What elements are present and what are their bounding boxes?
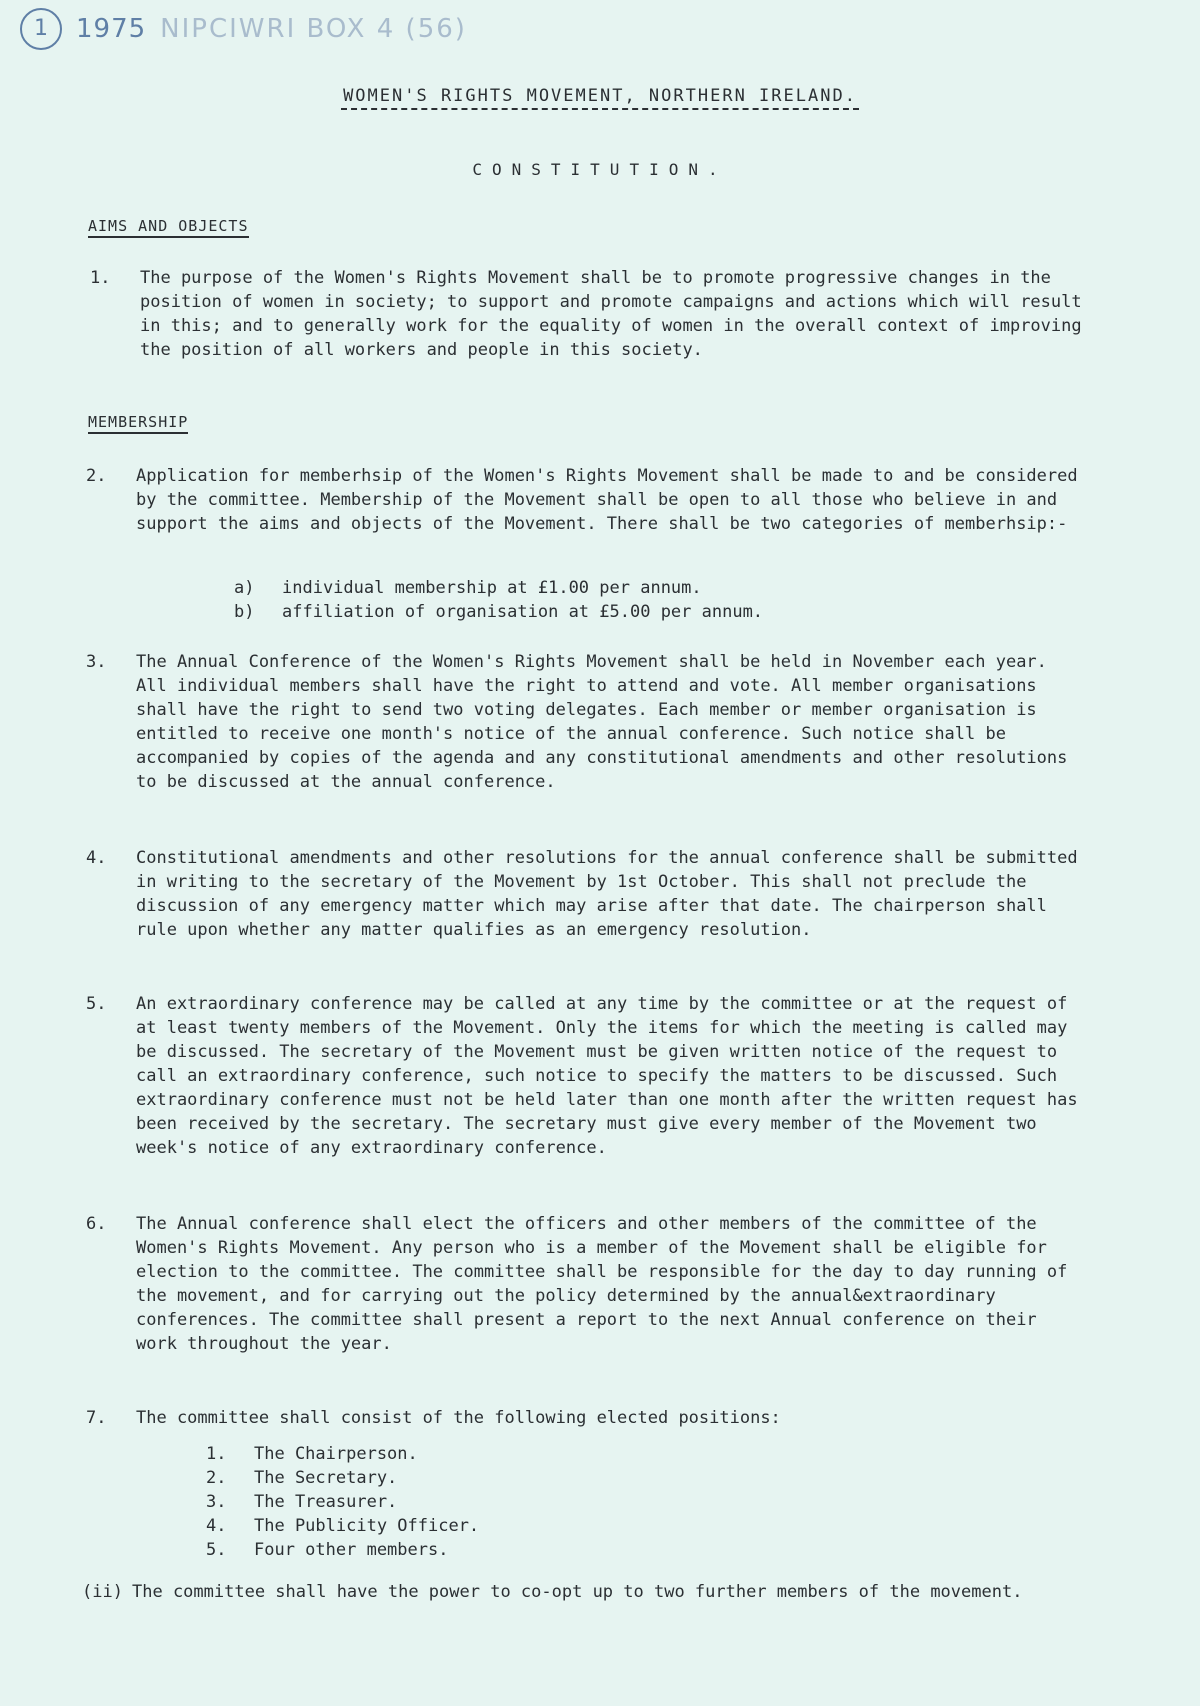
clause-text: Constitutional amendments and other resolutions for the annual conference shall be submitted in writing to the secretary of the Movement by 1st October. This shall not preclude the discussion of any emergency matter which may arise after that date. The chairperson shall rule upon whether any matter qualifies as an emergency resolution. [136,848,1078,940]
list-item: 2. The Secretary. [206,1468,398,1488]
clause-text: The committee shall consist of the following elected positions: [136,1408,781,1428]
committee-positions [206,1442,479,1562]
clause-4 [86,846,1086,942]
clause-text: The purpose of the Women's Rights Movement shall be to promote progressive changes in the position of women in society; to support and promote campaigns and actions which will result in this; and to generally work for the equality of women in the overall context of improving the position of all workers and people in this society. [140,268,1082,360]
clause-number: 1. [90,268,111,288]
clause-6 [86,1212,1086,1356]
list-item: 3. The Treasurer. [206,1492,398,1512]
list-item: 4. The Publicity Officer. [206,1516,480,1536]
clause-text: An extraordinary conference may be called at any time by the committee or at the request of at least twenty members of the Movement. Only the items for which the meeting is called may be discussed. The secretary of the Movement must be given written notice of the request to call an extraordinary conference, such notice to specify the matters to be discussed. Such extraordinary conference must not be held later than one month after the written request has been received by the secretary. The secretary must give every member of the Movement two week's notice of any extraordinary conference. [136,994,1078,1158]
clause-number: 7. [86,1408,107,1428]
clause-number: 6. [86,1214,107,1234]
list-item: 1. The Chairperson. [206,1444,418,1464]
clause-number: 2. [86,466,107,486]
clause-7 [86,1406,1086,1430]
handwritten-annotation [20,8,467,50]
clause-number: 5. [86,994,107,1014]
clause-number: (ii) [82,1582,123,1602]
clause-number: 3. [86,652,107,672]
membership-categories [234,576,763,624]
clause-text: The Annual Conference of the Women's Rights Movement shall be held in November each year. All individual members shall have the right to attend and vote. All member organisations shall have the right to send two voting delegates. Each member or member organisation is entitled to receive one month's notice of the annual conference. Such notice shall be accompanied by copies of the agenda and any constitutional amendments and other resolutions to be discussed at the annual conference. [136,652,1068,792]
clause-7-ii [82,1580,1082,1604]
list-item: a) individual membership at £1.00 per annum. [234,578,702,598]
clause-2 [86,464,1086,536]
list-item: b) affiliation of organisation at £5.00 per annum. [234,602,764,622]
document-subtitle: CONSTITUTION. [472,160,728,179]
clause-text: The Annual conference shall elect the officers and other members of the committee of the Women's Rights Movement. Any person who is a member of the Movement shall be eligible for election to the committee. The committee shall be responsible for the day to day running of the movement, and for carrying out the policy determined by the annual&extraordinary conferences. The committee shall present a report to the next Annual conference on their work throughout the year. [136,1214,1068,1354]
clause-5 [86,992,1086,1160]
clause-text: The committee shall have the power to co-opt up to two further members of the movement. [132,1582,1023,1602]
clause-1 [90,266,1090,362]
circled-number: 1 [20,8,62,50]
list-item: 5. Four other members. [206,1540,449,1560]
document-title: WOMEN'S RIGHTS MOVEMENT, NORTHERN IRELAND. [0,84,1200,108]
section-heading-aims: AIMS AND OBJECTS [88,214,249,238]
clause-3 [86,650,1086,794]
section-heading-membership: MEMBERSHIP [88,410,188,434]
handwritten-year: 1975 [76,14,147,44]
clause-text: Application for memberhsip of the Women's Rights Movement shall be made to and be considered by the committee. Membership of the Movement shall be open to all those who believe in and support the aims and objects of the Movement. There shall be two categories of memberhsip:- [136,466,1078,534]
archive-reference: NIPCIWRI BOX 4 (56) [160,14,467,44]
clause-number: 4. [86,848,107,868]
